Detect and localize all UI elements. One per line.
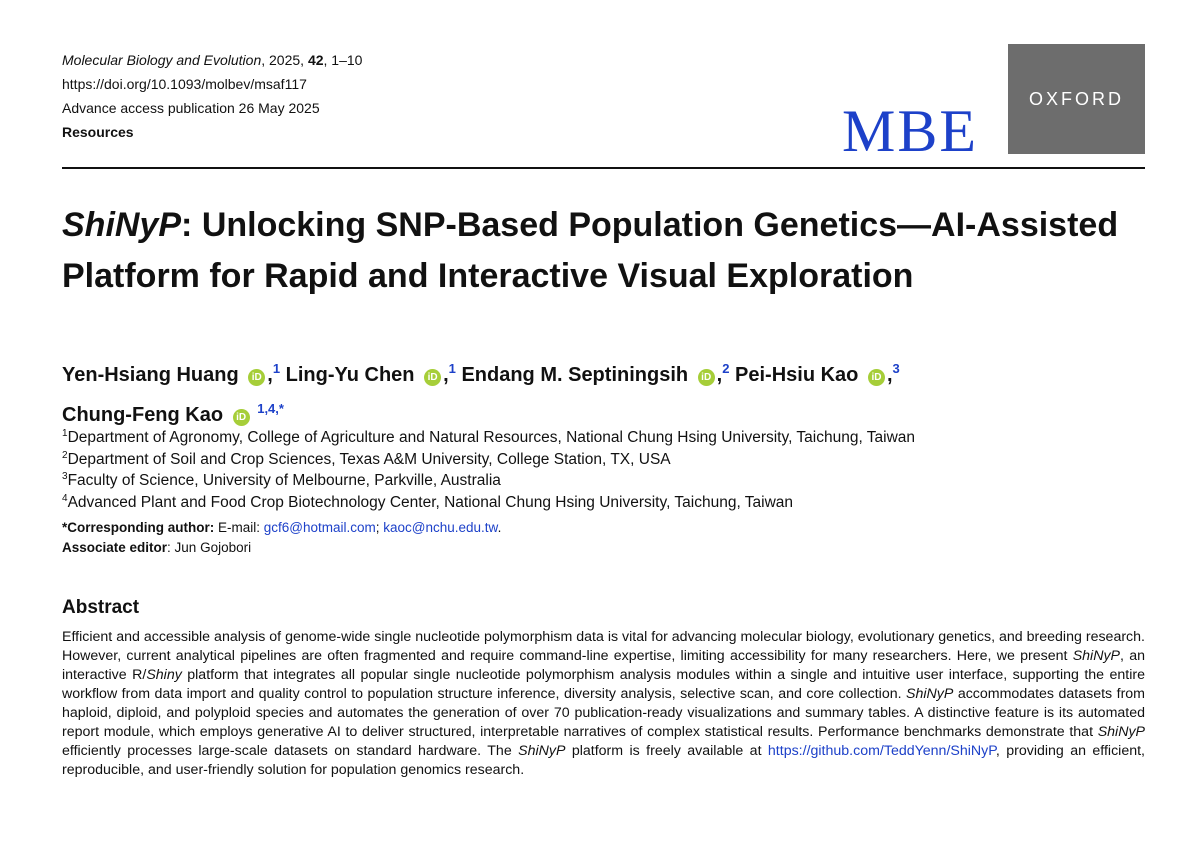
affiliation-number: 2 <box>62 449 68 461</box>
abstract-segment: accommodates datasets from haploid, diploid, and polyploid species and automates the generation of over 70 publication-ready visualizations and summary tables. A distinctive feature is its automated report module, which employs generative AI to deliver structured, interpretable narratives of complex statistical results. Performance benchmarks demonstrate that <box>62 686 1145 740</box>
email-link[interactable]: gcf6@hotmail.com <box>263 520 376 535</box>
article-header-meta <box>62 48 362 144</box>
author-name[interactable]: Endang M. Septiningsih <box>461 364 689 386</box>
affiliation <box>62 427 915 449</box>
doi-link[interactable]: https://doi.org/10.1093/molbev/msaf117 <box>62 76 307 92</box>
abstract-heading: Abstract <box>62 597 140 618</box>
abstract-segment: , an interactive R/ <box>62 648 1145 683</box>
publication-note: Advance access publication 26 May 2025 <box>62 100 320 116</box>
oxford-logo-text: OXFORD <box>1028 88 1124 109</box>
email-end: . <box>497 520 502 535</box>
journal-citation <box>62 48 362 72</box>
associate-editor <box>62 538 501 558</box>
affiliation <box>62 492 915 514</box>
mbe-logo[interactable]: MBE <box>842 98 979 164</box>
author-name[interactable]: Chung-Feng Kao <box>62 404 224 426</box>
author-affiliation-ref[interactable]: 1 <box>448 361 456 376</box>
author-affiliation-ref[interactable]: 1,4,* <box>257 401 284 416</box>
affiliation-number: 4 <box>62 492 68 504</box>
author-name[interactable]: Ling-Yu Chen <box>285 364 415 386</box>
header-divider <box>62 167 1145 169</box>
journal-pages: , 1–10 <box>323 52 363 68</box>
title-tool-name: ShiNyP <box>62 206 182 244</box>
affiliation-number: 3 <box>62 471 68 482</box>
affiliation-number: 1 <box>62 428 68 439</box>
section-label: Resources <box>62 124 134 140</box>
author: Yen-Hsiang Huang iD ,$^1$ <box>62 361 281 386</box>
tool-name: ShiNyP <box>1097 724 1145 740</box>
author-affiliation-ref[interactable]: 2 <box>722 361 730 376</box>
tool-name: ShiNyP <box>1072 648 1121 664</box>
article-title <box>62 200 1152 302</box>
email-prefix: E-mail: <box>214 520 264 535</box>
corresponding-author-label: *Corresponding author: <box>62 520 215 535</box>
author-affiliation-ref[interactable]: 3 <box>892 361 900 376</box>
affiliation-text: Department of Soil and Crop Sciences, Texas A&M University, College Station, TX, USA <box>67 450 671 468</box>
author-name[interactable]: Yen-Hsiang Huang <box>62 364 239 386</box>
tool-name: ShiNyP <box>906 686 954 702</box>
author-name[interactable]: Pei-Hsiu Kao <box>735 364 859 386</box>
orcid-icon[interactable]: iD <box>868 369 885 386</box>
journal-year: , 2025, <box>261 52 308 68</box>
title-text: : Unlocking SNP-Based Population Genetics—AI-Assisted Platform for Rapid and Interactive Visual Exploration <box>62 206 1119 295</box>
affiliation-text: Advanced Plant and Food Crop Biotechnology Center, National Chung Hsing University, Taichung, Taiwan <box>67 493 794 511</box>
email-link[interactable]: kaoc@nchu.edu.tw <box>383 520 498 535</box>
affiliation-text: Faculty of Science, University of Melbourne, Parkville, Australia <box>67 472 501 489</box>
tool-name: ShiNyP <box>518 743 566 759</box>
journal-name: Molecular Biology and Evolution <box>62 52 262 68</box>
affiliation <box>62 470 915 492</box>
affiliation-text: Department of Agronomy, College of Agriculture and Natural Resources, National Chung Hsing University, Taichung, Taiwan <box>67 429 916 446</box>
corresponding-author <box>62 518 501 538</box>
associate-editor-label: Associate editor <box>62 540 168 555</box>
abstract-segment: platform is freely available at <box>565 743 768 759</box>
affiliation-list <box>62 427 915 513</box>
abstract-segment: efficiently processes large-scale datasets on standard hardware. The <box>62 743 519 759</box>
abstract-segment: , providing an efficient, reproducible, and user-friendly solution for population genomics research. <box>62 743 1145 778</box>
author: Ling-Yu Chen iD ,$^1$ <box>285 361 456 386</box>
abstract-segment: Efficient and accessible analysis of genome-wide single nucleotide polymorphism data is vital for advancing molecular biology, evolutionary genetics, and breeding research. However, current analytical pipelines are often fragmented and require command-line expertise, limiting accessibility for many researchers. Here, we present <box>62 629 1145 664</box>
tool-name: Shiny <box>146 667 182 683</box>
author <box>62 401 284 426</box>
orcid-icon[interactable]: iD <box>698 369 715 386</box>
author: Pei-Hsiu Kao iD ,$^3$ <box>735 361 900 386</box>
associate-editor-name: : Jun Gojobori <box>167 540 252 555</box>
oxford-logo[interactable] <box>1008 44 1145 154</box>
author-affiliation-ref[interactable]: 1 <box>272 361 281 376</box>
abstract-text <box>62 628 1145 780</box>
author: Endang M. Septiningsih iD ,$^2$ <box>461 361 730 386</box>
email-separator: ; <box>375 520 384 535</box>
github-link[interactable]: https://github.com/TeddYenn/ShiNyP <box>767 743 996 759</box>
affiliation <box>62 449 915 471</box>
abstract-segment: platform that integrates all popular single nucleotide polymorphism analysis modules within a single and intuitive user interface, supporting the entire workflow from data import and quality control to population structure inference, diversity analysis, selective scan, and core collection. <box>62 667 1145 702</box>
journal-volume: 42 <box>307 52 324 68</box>
correspondence-block <box>62 518 501 558</box>
orcid-icon[interactable]: iD <box>248 369 265 386</box>
orcid-icon[interactable]: iD <box>424 369 441 386</box>
orcid-icon[interactable]: iD <box>233 409 250 426</box>
author-list <box>62 352 1152 432</box>
